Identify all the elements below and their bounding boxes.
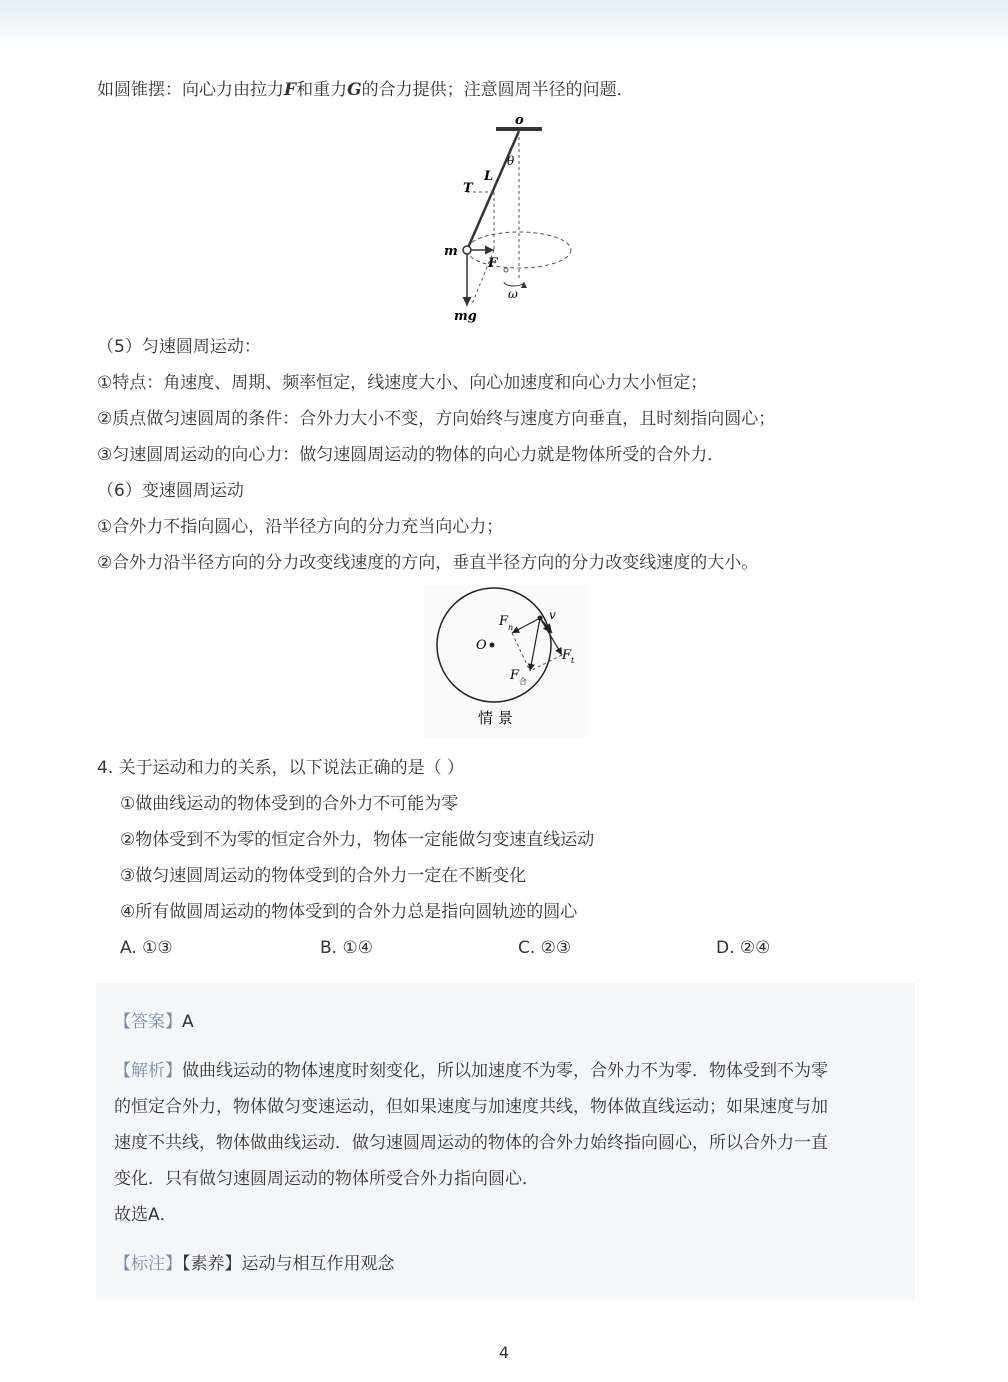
option-c[interactable]: C. ②③ xyxy=(518,938,572,958)
answer-tag: 【答案】 xyxy=(114,1012,182,1032)
intro-suffix: 的合力提供；注意圆周半径的问题． xyxy=(361,80,634,100)
label-ft: F xyxy=(562,648,572,663)
section5-item-1: ①特点：角速度、周期、频率恒定，线速度大小、向心加速度和向心力大小恒定； xyxy=(97,373,708,393)
analysis-line-2: 的恒定合外力，物体做匀变速运动，但如果速度与加速度共线，物体做直线运动；如果速度与加 xyxy=(114,1097,828,1117)
statement-2: ②物体受到不为零的恒定合外力，物体一定能做匀变速直线运动 xyxy=(120,830,595,850)
section6-heading: （6）变速圆周运动 xyxy=(97,481,244,501)
label-f: F xyxy=(488,256,498,271)
center-point xyxy=(490,643,495,648)
statement-4: ④所有做圆周运动的物体受到的合外力总是指向圆轨迹的圆心 xyxy=(120,902,578,922)
center-dot xyxy=(504,268,508,272)
page-header-band xyxy=(0,0,1008,48)
label-theta: θ xyxy=(507,154,515,168)
statement-3: ③做匀速圆周运动的物体受到的合外力一定在不断变化 xyxy=(120,866,527,886)
label-v: v xyxy=(549,608,556,622)
label-mg: mg xyxy=(454,309,477,324)
question-stem: 4. 关于运动和力的关系，以下说法正确的是（ ） xyxy=(97,758,465,778)
label-ft-sub: t xyxy=(571,656,575,665)
option-a[interactable]: A. ①③ xyxy=(120,938,173,958)
symbol-g: G xyxy=(347,80,362,100)
analysis-text-1: 做曲线运动的物体速度时刻变化，所以加速度不为零，合外力不为零．物体受到不为零 xyxy=(182,1061,828,1081)
note-text: 【素养】运动与相互作用观念 xyxy=(182,1254,395,1274)
label-l: L xyxy=(484,169,494,184)
label-fn-sub: n xyxy=(508,623,514,632)
analysis-line-4: 变化．只有做匀速圆周运动的物体所受合外力指向圆心． xyxy=(114,1169,539,1189)
label-fh-sub: 合 xyxy=(519,677,527,686)
symbol-f: F xyxy=(284,80,297,100)
conclusion-line: 故选A． xyxy=(114,1205,177,1225)
label-o: o xyxy=(515,113,524,128)
section5-item-3: ③匀速圆周运动的向心力：做匀速圆周运动的物体的向心力就是物体所受的合外力． xyxy=(97,445,725,465)
intro-mid: 和重力 xyxy=(296,80,348,100)
section6-item-1: ①合外力不指向圆心，沿半径方向的分力充当向心力； xyxy=(97,517,504,537)
section6-item-2: ②合外力沿半径方向的分力改变线速度的方向，垂直半径方向的分力改变线速度的大小。 xyxy=(97,553,759,573)
label-o2: O xyxy=(476,638,487,653)
analysis-line-3: 速度不共线，物体做曲线运动．做匀速圆周运动的物体的合外力始终指向圆心，所以合外力一直 xyxy=(114,1133,828,1153)
answer-box xyxy=(96,983,915,1300)
label-t: T xyxy=(463,181,473,196)
note-line xyxy=(114,1252,395,1276)
figure-caption: 情 景 xyxy=(478,709,513,727)
note-tag: 【标注】 xyxy=(114,1254,182,1274)
pendulum-string xyxy=(467,131,519,250)
conical-pendulum-figure xyxy=(420,110,600,330)
analysis-line-1 xyxy=(114,1059,828,1083)
intro-line xyxy=(97,78,634,102)
answer-line xyxy=(114,1010,194,1034)
label-fh: F xyxy=(510,668,520,683)
page-number: 4 xyxy=(498,1343,510,1362)
label-fn: F xyxy=(499,614,509,629)
section5-item-2: ②质点做匀速圆周的条件：合外力大小不变，方向始终与速度方向垂直，且时刻指向圆心； xyxy=(97,409,776,429)
answer-value: A xyxy=(182,1012,194,1032)
label-omega: ω xyxy=(508,287,518,301)
label-m: m xyxy=(444,244,458,259)
analysis-tag: 【解析】 xyxy=(114,1061,182,1081)
variable-circular-motion-figure xyxy=(424,585,588,737)
statement-1: ①做曲线运动的物体受到的合外力不可能为零 xyxy=(120,794,459,814)
intro-prefix: 如圆锥摆：向心力由拉力 xyxy=(97,80,284,100)
option-d[interactable]: D. ②④ xyxy=(716,938,771,958)
pendulum-bob xyxy=(463,246,471,254)
option-b[interactable]: B. ①④ xyxy=(320,938,373,958)
rotation-arrow xyxy=(504,282,524,286)
section5-heading: （5）匀速圆周运动： xyxy=(97,337,261,357)
